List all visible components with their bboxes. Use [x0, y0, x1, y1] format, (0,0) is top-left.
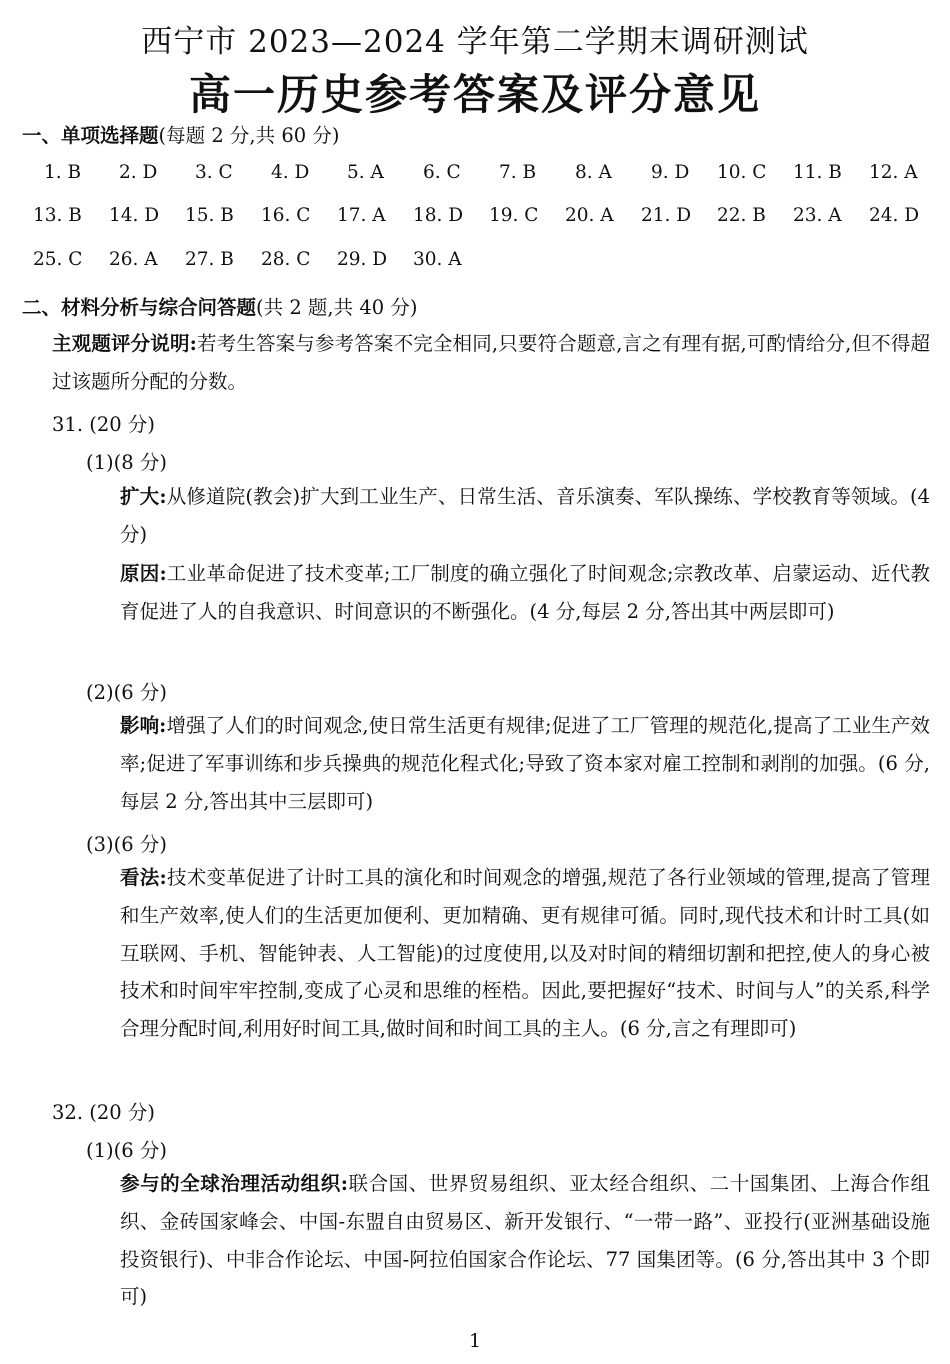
answer-item: 26. A [109, 249, 158, 270]
answer-item: 20. A [565, 205, 614, 226]
q31-part3-heading: (3)(6 分) [86, 833, 167, 856]
scoring-note [52, 325, 930, 401]
answer-item: 18. D [413, 205, 464, 226]
q32-part1-organizations [120, 1165, 930, 1316]
answer-item: 14. D [109, 205, 160, 226]
expansion-text: 从修道院(教会)扩大到工业生产、日常生活、音乐演奏、军队操练、学校教育等领域。(4 分) [120, 485, 931, 546]
answer-item: 25. C [33, 249, 83, 270]
expansion-label: 扩大: [120, 485, 167, 508]
answer-row-2 [0, 205, 950, 235]
answer-item: 4. D [271, 162, 310, 183]
reason-label: 原因: [120, 562, 167, 585]
answer-item: 16. C [261, 205, 311, 226]
page-number: 1 [468, 1330, 482, 1352]
q31-part1-reason [120, 555, 930, 631]
answer-item: 22. B [717, 205, 766, 226]
influence-label: 影响: [120, 714, 167, 737]
answer-item: 6. C [423, 162, 461, 183]
answer-item: 30. A [413, 249, 462, 270]
answer-item: 2. D [119, 162, 158, 183]
reason-text: 工业革命促进了技术变革;工厂制度的确立强化了时间观念;宗教改革、启蒙运动、近代教育促进了人的自我意识、时间意识的不断强化。(4 分,每层 2 分,答出其中两层即可) [120, 562, 931, 623]
q31-heading: 31. (20 分) [52, 413, 155, 436]
q31-part3-opinion [120, 859, 930, 1048]
opinion-label: 看法: [120, 866, 167, 889]
q31-part2-heading: (2)(6 分) [86, 681, 167, 704]
section1-title: 一、单项选择题 [22, 124, 159, 147]
answer-row-1 [0, 162, 950, 192]
answer-item: 27. B [185, 249, 234, 270]
answer-item: 17. A [337, 205, 386, 226]
answer-item: 19. C [489, 205, 539, 226]
answer-item: 28. C [261, 249, 311, 270]
q31-part2-influence [120, 707, 930, 820]
answer-item: 13. B [33, 205, 82, 226]
section2-heading [22, 292, 417, 320]
answer-item: 11. B [793, 162, 842, 183]
answer-item: 12. A [869, 162, 918, 183]
answer-item: 9. D [651, 162, 690, 183]
scoring-label: 主观题评分说明: [52, 332, 197, 355]
answer-item: 1. B [44, 162, 82, 183]
opinion-text: 技术变革促进了计时工具的演化和时间观念的增强,规范了各行业领域的管理,提高了管理和生产效率,使人们的生活更加便利、更加精确、更有规律可循。同时,现代技术和计时工具(如互联网、手机、智能钟表、人工智能)的过度使用,以及对时间的精细切割和把控,使人的身心被技术和时间牢牢控制,变成了心灵和思维的桎梏。因此,要把握好“技术、时间与人”的关系,科学合理分配时间,利用好时间工具,做时间和时间工具的主人。(6 分,言之有理即可) [120, 866, 930, 1041]
answer-item: 3. C [195, 162, 233, 183]
scoring-text: 若考生答案与参考答案不完全相同,只要符合题意,言之有理有据,可酌情给分,但不得超过该题所分配的分数。 [52, 332, 931, 393]
exam-title: 西宁市 2023—2024 学年第二学期末调研测试 [141, 24, 809, 60]
answer-item: 29. D [337, 249, 388, 270]
answer-item: 5. A [347, 162, 384, 183]
section2-title: 二、材料分析与综合问答题 [22, 296, 257, 319]
answer-item: 8. A [575, 162, 612, 183]
section2-note: (共 2 题,共 40 分) [256, 296, 418, 319]
organizations-label: 参与的全球治理活动组织: [120, 1172, 348, 1195]
q32-part1-heading: (1)(6 分) [86, 1139, 167, 1162]
answer-item: 15. B [185, 205, 234, 226]
answer-item: 7. B [499, 162, 537, 183]
answer-item: 23. A [793, 205, 842, 226]
section1-note: (每题 2 分,共 60 分) [158, 124, 340, 147]
organizations-text: 联合国、世界贸易组织、亚太经合组织、二十国集团、上海合作组织、金砖国家峰会、中国-东盟自由贸易区、新开发银行、“一带一路”、亚投行(亚洲基础设施投资银行)、中非合作论坛、中国-阿拉伯国家合作论坛、77 国集团等。(6 分,答出其中 3 个即可) [120, 1172, 930, 1309]
section1-heading [22, 120, 339, 148]
answer-item: 24. D [869, 205, 920, 226]
answer-item: 10. C [717, 162, 767, 183]
document-title: 高一历史参考答案及评分意见 [188, 70, 761, 119]
q31-part1-expansion [120, 478, 930, 554]
q31-part1-heading: (1)(8 分) [86, 451, 167, 474]
answer-row-3 [0, 249, 950, 279]
influence-text: 增强了人们的时间观念,使日常生活更有规律;促进了工厂管理的规范化,提高了工业生产效率;促进了军事训练和步兵操典的规范化程式化;导致了资本家对雇工控制和剥削的加强。(6 分,每层 2 分,答出其中三层即可) [120, 714, 931, 813]
q32-heading: 32. (20 分) [52, 1101, 155, 1124]
answer-item: 21. D [641, 205, 692, 226]
